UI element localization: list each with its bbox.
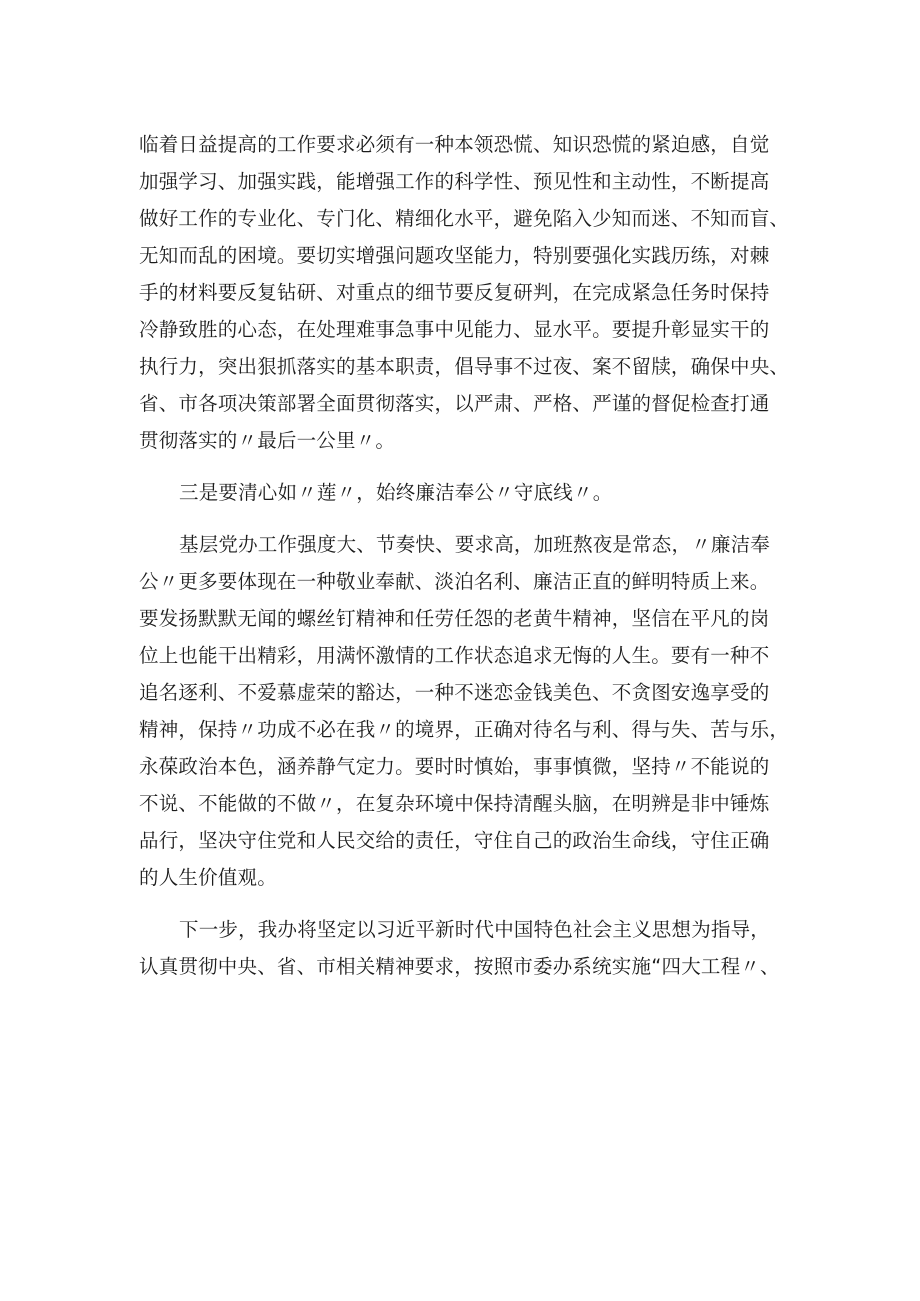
text-line: 公〃更多要体现在一种敬业奉献、淡泊名利、廉洁正直的鲜明特质上来。: [139, 570, 770, 593]
paragraph-capability: [139, 126, 789, 459]
text-line: 做好工作的专业化、专门化、精细化水平，避免陷入少知而迷、不知而盲、: [139, 207, 790, 230]
paragraph-spacer: [139, 896, 789, 911]
text-line: 认真贯彻中央、省、市相关精神要求，按照市委办系统实施“四大工程〃、: [139, 955, 780, 978]
heading-line: 三是要清心如〃莲〃，始终廉洁奉公〃守底线〃。: [179, 481, 613, 504]
text-line: 位上也能干出精彩，用满怀激情的工作状态追求无悔的人生。要有一种不: [139, 644, 770, 667]
text-line: 省、市各项决策部署全面贯彻落实，以严肃、严格、严谨的督促检查打通: [139, 392, 770, 415]
text-line: 执行力，突出狠抓落实的基本职责，倡导事不过夜、案不留牍，确保中央、: [139, 355, 790, 378]
paragraph-spacer: [139, 459, 789, 474]
text-line: 要发扬默默无闻的螺丝钉精神和任劳任怨的老黄牛精神，坚信在平凡的岗: [139, 607, 770, 630]
paragraph-integrity: [139, 526, 789, 896]
text-line: 追名逐利、不爱慕虚荣的豁达，一种不迷恋金钱美色、不贪图安逸享受的: [139, 681, 770, 704]
text-line: 品行，坚决守住党和人民交给的责任，守住自己的政治生命线，守住正确: [139, 829, 770, 852]
text-line: 冷静致胜的心态，在处理难事急事中见能力、显水平。要提升彰显实干的: [139, 318, 770, 341]
paragraph-spacer: [139, 511, 789, 526]
text-line: 手的材料要反复钻研、对重点的细节要反复研判，在完成紧急任务时保持: [139, 281, 770, 304]
paragraph-next-step: [139, 911, 789, 985]
text-line: 加强学习、加强实践，能增强工作的科学性、预见性和主动性，不断提高: [139, 170, 770, 193]
text-line: 无知而乱的困境。要切实增强问题攻坚能力，特别要强化实践历练，对棘: [139, 244, 770, 267]
text-line: 贯彻落实的〃最后一公里〃。: [139, 429, 396, 452]
text-line: 精神，保持〃功成不必在我〃的境界，正确对待名与利、得与失、苦与乐，: [139, 718, 790, 741]
document-body: [139, 126, 789, 985]
text-line: 不说、不能做的不做〃，在复杂环境中保持清醒头脑，在明辨是非中锤炼: [139, 792, 770, 815]
section-heading-three: [139, 474, 789, 511]
text-line: 的人生价值观。: [139, 866, 277, 889]
text-line: 下一步，我办将坚定以习近平新时代中国特色社会主义思想为指导，: [179, 918, 771, 941]
text-line: 临着日益提高的工作要求必须有一种本领恐慌、知识恐慌的紧迫感，自觉: [139, 133, 770, 156]
text-line: 基层党办工作强度大、节奏快、要求高，加班熬夜是常态，〃廉洁奉: [179, 533, 771, 556]
text-line: 永葆政治本色，涵养静气定力。要时时慎始，事事慎微，坚持〃不能说的: [139, 755, 770, 778]
